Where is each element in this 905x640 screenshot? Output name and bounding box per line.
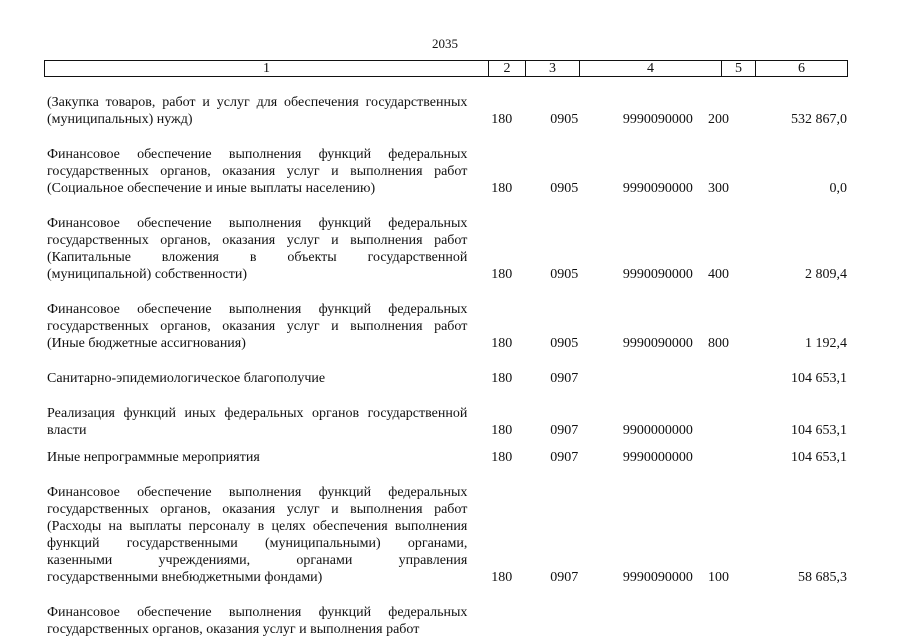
description-line: (Социальное обеспечение и иные выплаты населению) xyxy=(47,181,376,196)
header-col-2: 2 xyxy=(489,61,526,76)
cell-col-6: 1 192,4 xyxy=(805,336,847,351)
page-number: 2035 xyxy=(432,36,458,51)
header-col-5: 5 xyxy=(722,61,756,76)
row-description xyxy=(47,484,467,586)
description-line: государственных органов, оказания услуг и выполнения работ xyxy=(47,164,468,179)
cell-col-6: 104 653,1 xyxy=(791,450,847,465)
description-line: Финансовое обеспечение выполнения функций федеральных xyxy=(47,605,468,620)
cell-col-5: 400 xyxy=(708,267,729,282)
row-description xyxy=(47,370,467,387)
cell-col-2: 180 xyxy=(491,450,513,465)
row-description xyxy=(47,405,467,439)
table-header xyxy=(44,60,848,77)
row-description xyxy=(47,604,467,638)
row-description xyxy=(47,215,467,283)
cell-col-3: 0907 xyxy=(550,450,579,465)
cell-col-4: 9990090000 xyxy=(622,112,693,127)
cell-col-2: 180 xyxy=(491,336,513,351)
cell-col-3: 0907 xyxy=(550,371,579,386)
description-line: (Капитальные вложения в объекты государственной xyxy=(47,250,468,265)
table-row xyxy=(47,301,847,352)
cell-col-4: 9990000000 xyxy=(622,450,693,465)
description-line: (Закупка товаров, работ и услуг для обеспечения государственных xyxy=(47,95,468,110)
description-line: государственных органов, оказания услуг и выполнения работ xyxy=(47,622,420,637)
description-line: Финансовое обеспечение выполнения функций федеральных xyxy=(47,485,468,500)
cell-col-6: 532 867,0 xyxy=(791,112,847,127)
cell-col-6: 104 653,1 xyxy=(791,371,847,386)
table-row xyxy=(47,146,847,197)
description-line: государственных органов, оказания услуг и выполнения работ xyxy=(47,319,468,334)
table-row xyxy=(47,604,847,638)
cell-col-2: 180 xyxy=(491,267,513,282)
cell-col-6: 2 809,4 xyxy=(805,267,847,282)
cell-col-4: 9900000000 xyxy=(622,423,693,438)
cell-col-2: 180 xyxy=(491,371,513,386)
description-line: Санитарно-эпидемиологическое благополучие xyxy=(47,371,326,386)
cell-col-6: 104 653,1 xyxy=(791,423,847,438)
cell-col-5: 800 xyxy=(708,336,729,351)
cell-col-6: 0,0 xyxy=(829,181,847,196)
header-col-1: 1 xyxy=(45,61,489,76)
description-line: (Расходы на выплаты персоналу в целях обеспечения выполнения xyxy=(47,519,468,534)
header-col-3: 3 xyxy=(526,61,580,76)
description-line: функций государственными (муниципальными) органами, xyxy=(47,536,468,551)
description-line: Иные непрограммные мероприятия xyxy=(47,450,260,465)
cell-col-3: 0905 xyxy=(550,267,579,282)
cell-col-3: 0905 xyxy=(550,181,579,196)
cell-col-3: 0907 xyxy=(550,423,579,438)
cell-col-2: 180 xyxy=(491,112,513,127)
cell-col-2: 180 xyxy=(491,181,513,196)
row-description xyxy=(47,94,467,128)
description-line: Реализация функций иных федеральных органов государственной xyxy=(47,406,468,421)
description-line: Финансовое обеспечение выполнения функций федеральных xyxy=(47,302,468,317)
cell-col-2: 180 xyxy=(491,570,513,585)
row-description xyxy=(47,146,467,197)
cell-col-5: 200 xyxy=(708,112,729,127)
cell-col-4: 9990090000 xyxy=(622,181,693,196)
cell-col-6: 58 685,3 xyxy=(798,570,847,585)
description-line: власти xyxy=(47,423,87,438)
row-description xyxy=(47,449,467,466)
row-description xyxy=(47,301,467,352)
description-line: (Иные бюджетные ассигнования) xyxy=(47,336,246,351)
table-row xyxy=(47,449,847,466)
cell-col-5: 300 xyxy=(708,181,729,196)
table-row xyxy=(47,94,847,128)
description-line: (муниципальной) собственности) xyxy=(47,267,248,282)
description-line: государственными внебюджетными фондами) xyxy=(47,570,323,585)
header-col-4: 4 xyxy=(580,61,722,76)
description-line: Финансовое обеспечение выполнения функций федеральных xyxy=(47,147,468,162)
description-line: государственных органов, оказания услуг и выполнения работ xyxy=(47,233,468,248)
description-line: государственных органов, оказания услуг и выполнения работ xyxy=(47,502,468,517)
description-line: (муниципальных) нужд) xyxy=(47,112,193,127)
cell-col-3: 0905 xyxy=(550,112,579,127)
cell-col-5: 100 xyxy=(708,570,729,585)
cell-col-3: 0907 xyxy=(550,570,579,585)
cell-col-4: 9990090000 xyxy=(622,267,693,282)
cell-col-3: 0905 xyxy=(550,336,579,351)
table-body xyxy=(47,78,847,638)
cell-col-2: 180 xyxy=(491,423,513,438)
header-col-6: 6 xyxy=(798,61,805,76)
description-line: Финансовое обеспечение выполнения функций федеральных xyxy=(47,216,468,231)
description-line: казенными учреждениями, органами управления xyxy=(47,553,468,568)
table-row xyxy=(47,405,847,439)
cell-col-4: 9990090000 xyxy=(622,570,693,585)
table-row xyxy=(47,215,847,283)
cell-col-4: 9990090000 xyxy=(622,336,693,351)
table-row xyxy=(47,370,847,387)
table-row xyxy=(47,484,847,586)
